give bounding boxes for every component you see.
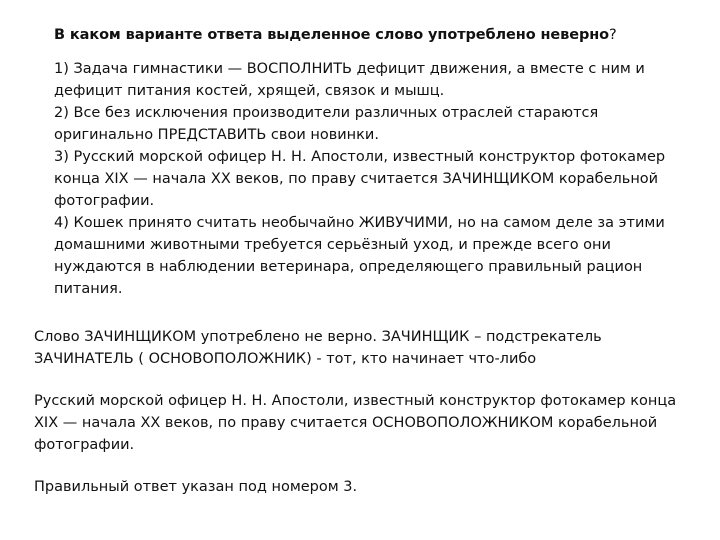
option-line: фотографии.	[54, 193, 155, 209]
option-line: 1) Задача гимнастики — ВОСПОЛНИТЬ дефицит движения, а вместе с ним и	[54, 61, 645, 77]
corrected-sentence-line-1: Русский морской офицер Н. Н. Апостоли, известный конструктор фотокамер конца	[34, 393, 677, 409]
spacer	[34, 456, 694, 476]
option-3	[54, 146, 694, 212]
option-line: 4) Кошек принято считать необычайно ЖИВУЧИМИ, но на самом деле за этими	[54, 215, 665, 231]
option-line: питания.	[54, 281, 123, 297]
explanation-line-2: ЗАЧИНАТЕЛЬ ( ОСНОВОПОЛОЖНИК) - тот, кто начинает что-либо	[34, 351, 537, 367]
option-line: конца XIX — начала XX веков, по праву считается ЗАЧИНЩИКОМ корабельной	[54, 171, 659, 187]
question-mark: ?	[609, 27, 617, 43]
question-title	[54, 24, 694, 46]
corrected-sentence-line-2: XIX — начала XX веков, по праву считается ОСНОВОПОЛОЖНИКОМ корабельной	[34, 415, 658, 431]
option-2	[54, 102, 694, 146]
option-line: домашними животными требуется серьёзный уход, и прежде всего они	[54, 237, 611, 253]
option-4	[54, 212, 694, 300]
explanation-line-1: Слово ЗАЧИНЩИКОМ употреблено не верно. ЗАЧИНЩИК – подстрекатель	[34, 329, 602, 345]
option-1	[54, 58, 694, 102]
option-line: оригинально ПРЕДСТАВИТЬ свои новинки.	[54, 127, 379, 143]
corrected-sentence-line-3: фотографии.	[34, 437, 135, 453]
option-line: 3) Русский морской офицер Н. Н. Апостоли, известный конструктор фотокамер	[54, 149, 666, 165]
option-line: 2) Все без исключения производители различных отраслей стараются	[54, 105, 599, 121]
question-title-text: В каком варианте ответа выделенное слово употреблено неверно	[54, 27, 610, 43]
option-line: дефицит питания костей, хрящей, связок и мышц.	[54, 83, 445, 99]
spacer	[34, 370, 694, 390]
option-line: нуждаются в наблюдении ветеринара, определяющего правильный рацион	[54, 259, 643, 275]
question-block	[54, 24, 694, 300]
answer-block	[34, 326, 694, 498]
correct-answer-text: Правильный ответ указан под номером 3.	[34, 479, 358, 495]
